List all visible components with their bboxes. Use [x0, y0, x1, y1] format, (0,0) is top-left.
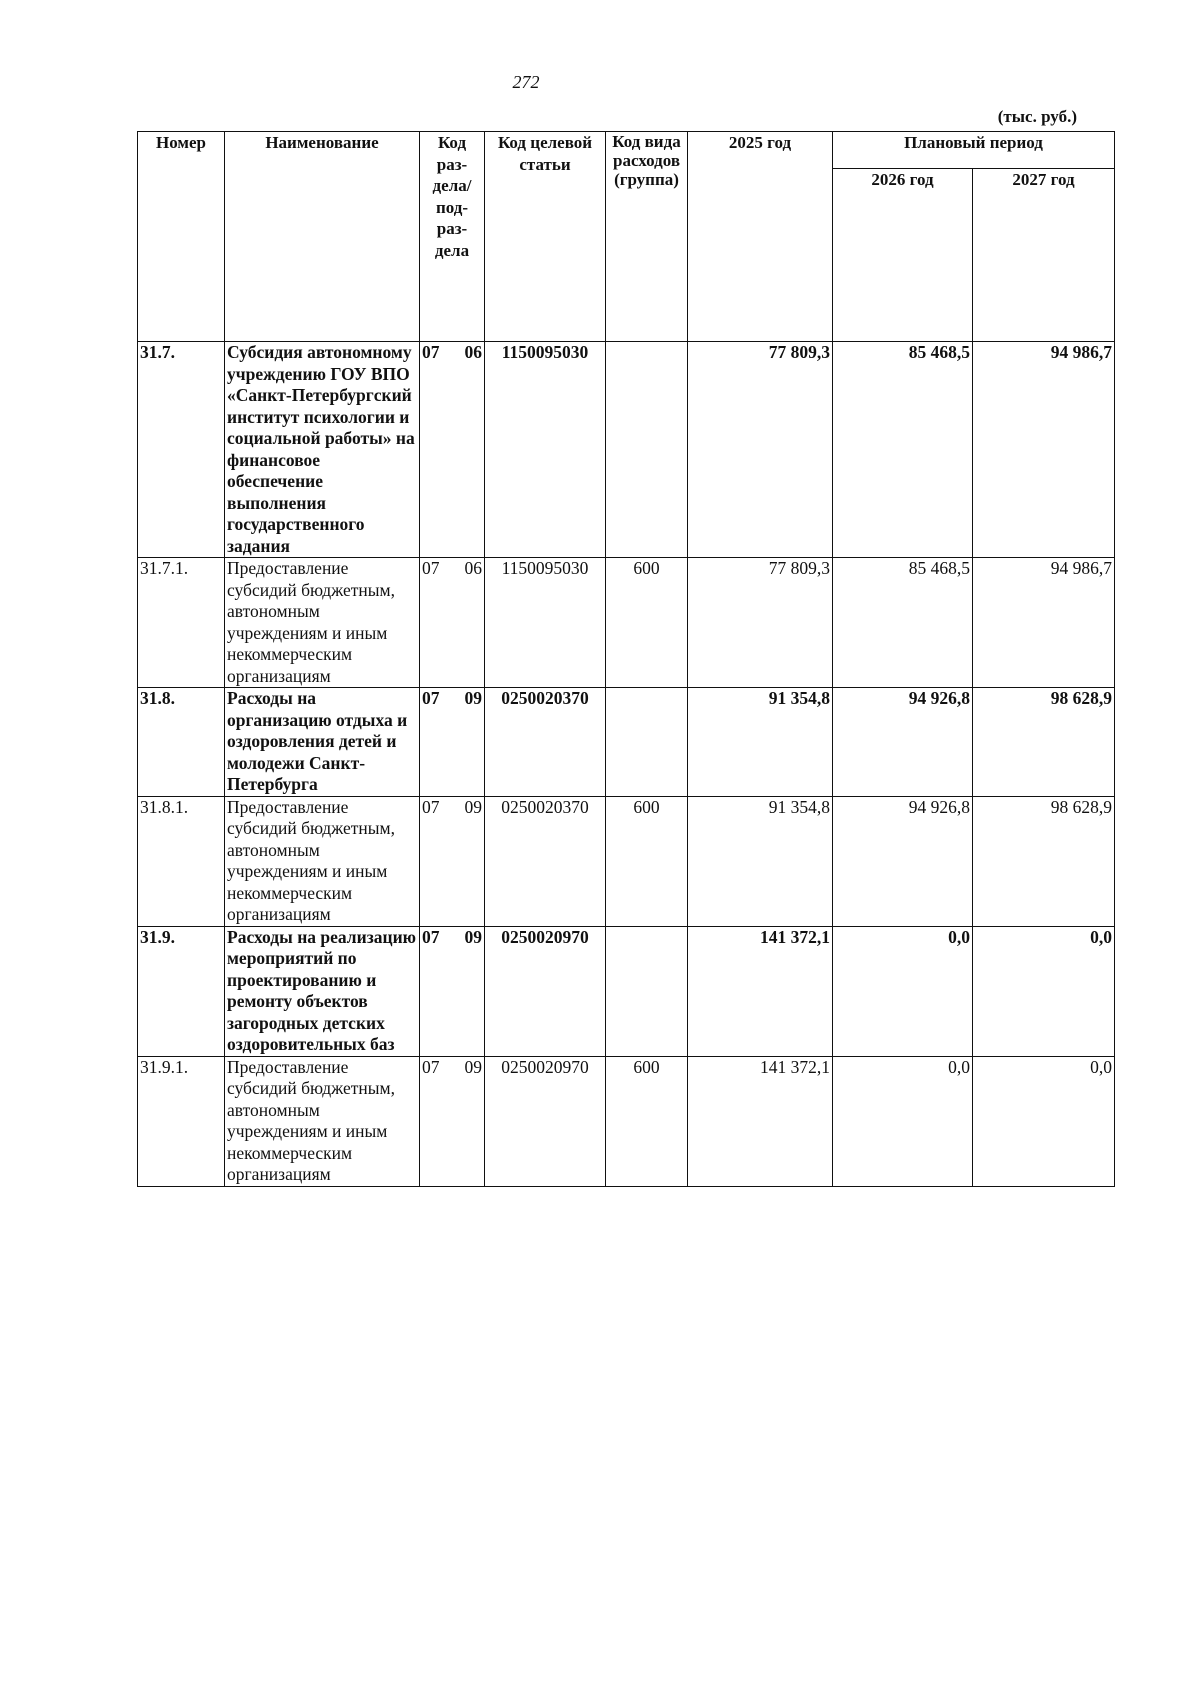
header-name: Наименование: [225, 132, 420, 342]
row-target-code: 1150095030: [485, 558, 606, 688]
header-num: Номер: [138, 132, 225, 342]
row-vid-code: [606, 926, 688, 1056]
podrazdel-code: 09: [464, 796, 482, 817]
row-value-2027: 94 986,7: [973, 342, 1115, 558]
row-name: Расходы на реализацию мероприятий по проектированию и ремонту объектов загородных детских оздоровительных баз: [225, 926, 420, 1056]
row-value-2027: 98 628,9: [973, 796, 1115, 926]
row-target-code: 1150095030: [485, 342, 606, 558]
podrazdel-code: 06: [464, 558, 482, 578]
row-name: Расходы на организацию отдыха и оздоровления детей и молодежи Санкт-Петербурга: [225, 688, 420, 797]
podrazdel-code: 06: [464, 342, 482, 362]
header-year-2026: 2026 год: [833, 169, 973, 342]
table-row: [138, 1056, 1115, 1186]
razdel-code: 07: [422, 558, 440, 578]
row-value-2027: 0,0: [973, 926, 1115, 1056]
row-value-2026: 85 468,5: [833, 342, 973, 558]
row-razdel: [420, 688, 485, 797]
row-razdel: [420, 342, 485, 558]
budget-table: [137, 131, 1115, 1187]
row-value-2025: 91 354,8: [688, 796, 833, 926]
row-value-2026: 94 926,8: [833, 688, 973, 797]
units-label: (тыс. руб.): [997, 107, 1077, 126]
row-razdel: [420, 796, 485, 926]
row-number: 31.7.: [138, 342, 225, 558]
razdel-code: 07: [422, 342, 440, 362]
row-vid-code: 600: [606, 1056, 688, 1186]
row-name: Предоставление субсидий бюджетным, автономным учреждениям и иным некоммерческим организациям: [225, 796, 420, 926]
row-value-2025: 141 372,1: [688, 926, 833, 1056]
row-value-2027: 94 986,7: [973, 558, 1115, 688]
row-value-2027: 98 628,9: [973, 688, 1115, 797]
table-header: [138, 132, 1115, 342]
row-name: Предоставление субсидий бюджетным, автономным учреждениям и иным некоммерческим организациям: [225, 558, 420, 688]
razdel-code: 07: [422, 1056, 440, 1077]
row-target-code: 0250020970: [485, 926, 606, 1056]
row-razdel: [420, 926, 485, 1056]
row-vid-code: 600: [606, 796, 688, 926]
row-target-code: 0250020370: [485, 796, 606, 926]
row-razdel: [420, 558, 485, 688]
table-row: [138, 926, 1115, 1056]
razdel-code: 07: [422, 796, 440, 817]
podrazdel-code: 09: [464, 926, 482, 947]
table-row: [138, 796, 1115, 926]
row-value-2026: 85 468,5: [833, 558, 973, 688]
row-vid-code: 600: [606, 558, 688, 688]
row-target-code: 0250020970: [485, 1056, 606, 1186]
row-value-2025: 77 809,3: [688, 558, 833, 688]
row-name: Субсидия автономному учреждению ГОУ ВПО «Санкт-Петербургский институт психологии и социальной работы» на финансовое обеспечение выполнения государственного задания: [225, 342, 420, 558]
row-value-2027: 0,0: [973, 1056, 1115, 1186]
podrazdel-code: 09: [464, 1056, 482, 1077]
row-target-code: 0250020370: [485, 688, 606, 797]
row-value-2026: 94 926,8: [833, 796, 973, 926]
row-value-2025: 77 809,3: [688, 342, 833, 558]
row-number: 31.8.: [138, 688, 225, 797]
row-number: 31.9.1.: [138, 1056, 225, 1186]
row-number: 31.8.1.: [138, 796, 225, 926]
header-vid: Код вида расходов (группа): [606, 132, 688, 342]
row-razdel: [420, 1056, 485, 1186]
table-row: [138, 342, 1115, 558]
header-plan-period: Плановый период: [833, 132, 1115, 169]
row-value-2025: 141 372,1: [688, 1056, 833, 1186]
razdel-code: 07: [422, 688, 440, 708]
row-value-2026: 0,0: [833, 1056, 973, 1186]
podrazdel-code: 09: [464, 688, 482, 708]
row-vid-code: [606, 342, 688, 558]
row-number: 31.7.1.: [138, 558, 225, 688]
row-value-2025: 91 354,8: [688, 688, 833, 797]
row-value-2026: 0,0: [833, 926, 973, 1056]
header-year-2027: 2027 год: [973, 169, 1115, 342]
table-row: [138, 558, 1115, 688]
row-name: Предоставление субсидий бюджетным, автономным учреждениям и иным некоммерческим организациям: [225, 1056, 420, 1186]
table-row: [138, 688, 1115, 797]
header-razdel: Код раз- дела/ под- раз- дела: [420, 132, 485, 342]
row-number: 31.9.: [138, 926, 225, 1056]
row-vid-code: [606, 688, 688, 797]
razdel-code: 07: [422, 926, 440, 947]
header-year-2025: 2025 год: [688, 132, 833, 342]
header-target: Код целевой статьи: [485, 132, 606, 342]
table-body: [138, 342, 1115, 1187]
page-number: 272: [512, 72, 540, 92]
